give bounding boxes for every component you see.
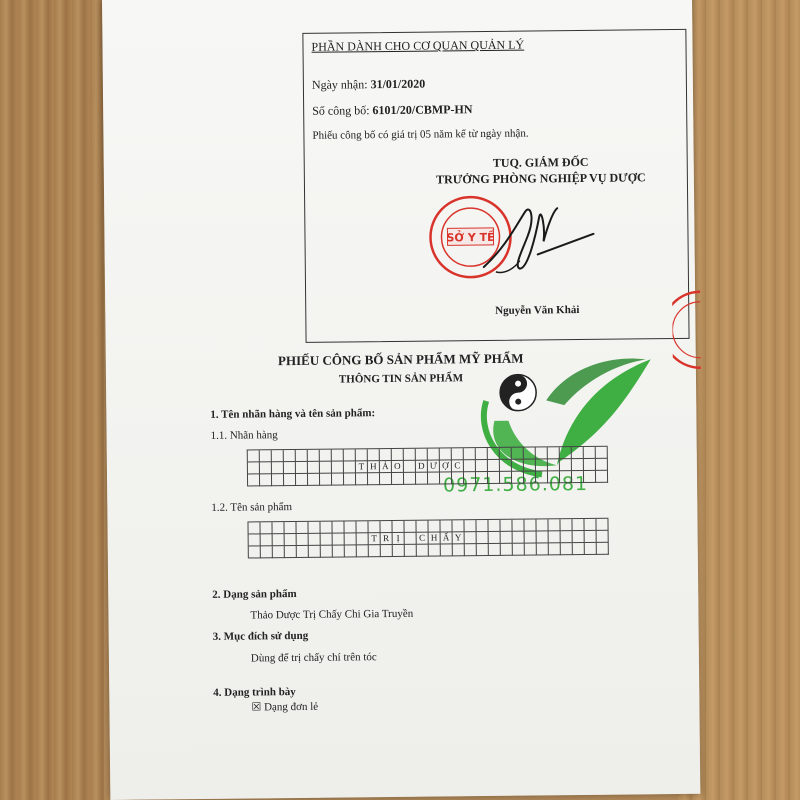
letter-cell bbox=[344, 473, 356, 485]
letter-cell bbox=[284, 474, 296, 486]
number-value: 6101/20/CBMP-HN bbox=[372, 102, 473, 118]
letter-cell bbox=[513, 532, 525, 544]
letter-cell bbox=[464, 448, 476, 460]
letter-cell bbox=[597, 543, 609, 555]
letter-cell bbox=[405, 533, 417, 545]
product-letter-grid bbox=[247, 518, 608, 559]
letter-cell bbox=[584, 519, 596, 531]
letter-cell bbox=[392, 449, 404, 461]
letter-cell bbox=[416, 473, 428, 485]
letter-cell bbox=[416, 449, 428, 461]
letter-cell bbox=[417, 545, 429, 557]
letter-cell: C bbox=[452, 460, 464, 472]
letter-cell: T bbox=[356, 461, 368, 473]
letter-cell bbox=[272, 450, 284, 462]
letter-cell bbox=[500, 460, 512, 472]
letter-cell bbox=[524, 447, 536, 459]
letter-cell bbox=[272, 474, 284, 486]
letter-cell bbox=[344, 461, 356, 473]
letter-cell bbox=[381, 545, 393, 557]
letter-cell bbox=[272, 522, 284, 534]
letter-cell bbox=[332, 461, 344, 473]
letter-cell bbox=[284, 450, 296, 462]
letter-cell: H bbox=[368, 461, 380, 473]
letter-cell bbox=[309, 534, 321, 546]
signer-name: Nguyễn Văn Khải bbox=[495, 304, 580, 317]
letter-cell bbox=[488, 460, 500, 472]
letter-cell bbox=[332, 521, 344, 533]
letter-cell bbox=[261, 534, 273, 546]
letter-cell bbox=[320, 474, 332, 486]
letter-cell bbox=[308, 450, 320, 462]
section-4-option bbox=[251, 700, 318, 714]
number-line bbox=[312, 102, 472, 119]
letter-cell bbox=[248, 474, 260, 486]
letter-cell: Ả bbox=[380, 461, 392, 473]
letter-cell bbox=[512, 472, 524, 484]
letter-cell bbox=[308, 522, 320, 534]
letter-cell bbox=[441, 544, 453, 556]
letter-cell bbox=[428, 520, 440, 532]
letter-cell bbox=[272, 462, 284, 474]
letter-cell bbox=[476, 520, 488, 532]
letter-cell bbox=[356, 473, 368, 485]
letter-cell bbox=[392, 473, 404, 485]
section-4-heading: 4. Dạng trình bày bbox=[213, 686, 296, 699]
letter-cell bbox=[452, 520, 464, 532]
letter-cell bbox=[368, 449, 380, 461]
letter-cell bbox=[248, 522, 260, 534]
letter-cell bbox=[512, 448, 524, 460]
admin-header: PHẦN DÀNH CHO CƠ QUAN QUẢN LÝ bbox=[311, 37, 525, 54]
letter-cell: D bbox=[416, 461, 428, 473]
section-4-value: Dạng đơn lẻ bbox=[263, 700, 319, 714]
letter-cell bbox=[513, 544, 525, 556]
letter-cell bbox=[572, 519, 584, 531]
letter-cell: Ị bbox=[393, 533, 405, 545]
letter-cell bbox=[500, 448, 512, 460]
letter-cell bbox=[273, 534, 285, 546]
letter-cell bbox=[536, 447, 548, 459]
letter-cell bbox=[309, 546, 321, 558]
form-subtitle: THÔNG TIN SẢN PHẨM bbox=[338, 372, 464, 386]
letter-cell bbox=[500, 520, 512, 532]
letter-cell bbox=[357, 533, 369, 545]
letter-cell bbox=[308, 474, 320, 486]
letter-cell bbox=[296, 522, 308, 534]
letter-cell bbox=[321, 534, 333, 546]
letter-cell bbox=[561, 543, 573, 555]
letter-cell: R bbox=[381, 533, 393, 545]
letter-cell bbox=[524, 459, 536, 471]
document-page bbox=[102, 0, 700, 800]
letter-cell bbox=[537, 531, 549, 543]
letter-cell bbox=[465, 532, 477, 544]
section-3-heading: 3. Mục đích sử dụng bbox=[212, 629, 309, 643]
letter-cell bbox=[476, 472, 488, 484]
letter-cell bbox=[597, 531, 609, 543]
letter-cell bbox=[500, 472, 512, 484]
letter-cell bbox=[596, 519, 608, 531]
section-1-1-label: 1.1. Nhãn hàng bbox=[210, 429, 278, 442]
watermark-phone: 0971.586.081 bbox=[442, 472, 589, 497]
form-title: PHIẾU CÔNG BỐ SẢN PHẨM MỸ PHẨM bbox=[277, 350, 524, 369]
letter-cell bbox=[573, 543, 585, 555]
letter-cell bbox=[308, 462, 320, 474]
letter-cell bbox=[260, 450, 272, 462]
letter-cell bbox=[464, 520, 476, 532]
checked-box-icon: ☒ bbox=[251, 700, 262, 714]
section-2-value: Thảo Dược Trị Chấy Chi Gia Truyền bbox=[250, 607, 414, 622]
number-label: Số công bố: bbox=[312, 103, 370, 118]
letter-cell bbox=[585, 531, 597, 543]
wood-background-left bbox=[0, 0, 104, 800]
letter-cell bbox=[477, 544, 489, 556]
letter-cell bbox=[477, 532, 489, 544]
letter-cell: Ợ bbox=[440, 460, 452, 472]
date-line bbox=[312, 77, 425, 93]
letter-cell bbox=[404, 449, 416, 461]
letter-cell bbox=[549, 543, 561, 555]
letter-cell bbox=[537, 543, 549, 555]
letter-cell bbox=[548, 471, 560, 483]
letter-cell bbox=[404, 461, 416, 473]
letter-cell bbox=[524, 471, 536, 483]
letter-cell bbox=[404, 473, 416, 485]
letter-cell bbox=[428, 448, 440, 460]
letter-cell bbox=[501, 544, 513, 556]
letter-cell bbox=[368, 521, 380, 533]
letter-cell bbox=[380, 521, 392, 533]
letter-cell bbox=[560, 447, 572, 459]
letter-cell bbox=[453, 544, 465, 556]
letter-cell bbox=[332, 449, 344, 461]
letter-cell bbox=[476, 460, 488, 472]
letter-cell bbox=[524, 519, 536, 531]
letter-cell bbox=[404, 521, 416, 533]
letter-cell: O bbox=[392, 461, 404, 473]
svg-text:SỞ Y TẾ: SỞ Y TẾ bbox=[446, 230, 495, 245]
letter-cell: Ư bbox=[428, 460, 440, 472]
letter-cell: H bbox=[429, 532, 441, 544]
letter-cell bbox=[429, 544, 441, 556]
letter-cell bbox=[584, 447, 596, 459]
letter-cell bbox=[572, 447, 584, 459]
letter-cell bbox=[488, 520, 500, 532]
letter-cell bbox=[536, 471, 548, 483]
letter-cell bbox=[560, 459, 572, 471]
letter-cell bbox=[548, 459, 560, 471]
letter-cell bbox=[549, 531, 561, 543]
letter-cell bbox=[572, 471, 584, 483]
letter-cell bbox=[356, 449, 368, 461]
section-1-heading: 1. Tên nhãn hàng và tên sản phẩm: bbox=[210, 407, 376, 421]
letter-cell bbox=[296, 462, 308, 474]
sign-title-1: TUQ. GIÁM ĐỐC bbox=[492, 154, 589, 170]
letter-cell bbox=[489, 532, 501, 544]
letter-cell bbox=[320, 522, 332, 534]
sign-title-2: TRƯỞNG PHÒNG NGHIỆP VỤ DƯỢC bbox=[436, 170, 646, 187]
letter-cell bbox=[428, 472, 440, 484]
admin-section-box bbox=[302, 29, 689, 343]
letter-cell bbox=[596, 447, 608, 459]
letter-cell bbox=[501, 532, 513, 544]
section-3-value: Dùng để trị chấy chí trên tóc bbox=[250, 651, 377, 665]
brand-letter-grid bbox=[247, 446, 608, 487]
letter-cell bbox=[464, 460, 476, 472]
letter-cell bbox=[465, 544, 477, 556]
letter-cell bbox=[344, 521, 356, 533]
letter-cell bbox=[356, 521, 368, 533]
letter-cell bbox=[344, 449, 356, 461]
letter-cell bbox=[357, 545, 369, 557]
letter-cell bbox=[561, 531, 573, 543]
letter-cell bbox=[248, 450, 260, 462]
letter-cell bbox=[512, 460, 524, 472]
letter-cell bbox=[285, 546, 297, 558]
section-1-2-label: 1.2. Tên sản phẩm bbox=[211, 501, 293, 514]
letter-cell bbox=[489, 544, 501, 556]
letter-cell bbox=[405, 545, 417, 557]
letter-cell bbox=[368, 473, 380, 485]
letter-cell bbox=[548, 519, 560, 531]
letter-cell bbox=[296, 474, 308, 486]
letter-cell bbox=[345, 533, 357, 545]
letter-cell: T bbox=[369, 533, 381, 545]
letter-cell bbox=[573, 531, 585, 543]
letter-cell bbox=[393, 545, 405, 557]
letter-cell bbox=[392, 521, 404, 533]
letter-cell bbox=[321, 546, 333, 558]
letter-cell bbox=[380, 449, 392, 461]
letter-cell bbox=[260, 462, 272, 474]
signature-icon bbox=[475, 196, 596, 282]
date-label: Ngày nhận: bbox=[311, 77, 368, 92]
letter-cell bbox=[596, 471, 608, 483]
letter-cell bbox=[297, 546, 309, 558]
letter-cell bbox=[512, 520, 524, 532]
letter-cell bbox=[260, 522, 272, 534]
letter-cell bbox=[369, 545, 381, 557]
letter-cell bbox=[596, 459, 608, 471]
letter-cell bbox=[464, 472, 476, 484]
letter-cell bbox=[320, 462, 332, 474]
letter-cell: C bbox=[417, 533, 429, 545]
letter-cell bbox=[440, 448, 452, 460]
letter-cell bbox=[296, 450, 308, 462]
letter-cell: Ấ bbox=[441, 532, 453, 544]
letter-cell bbox=[333, 533, 345, 545]
letter-cell bbox=[380, 473, 392, 485]
letter-cell bbox=[273, 546, 285, 558]
letter-cell bbox=[249, 534, 261, 546]
letter-cell bbox=[525, 531, 537, 543]
letter-cell bbox=[560, 471, 572, 483]
letter-cell bbox=[584, 459, 596, 471]
letter-cell bbox=[440, 520, 452, 532]
letter-cell bbox=[260, 474, 272, 486]
validity-text: Phiếu công bố có giá trị 05 năm kể từ ngày nhận. bbox=[312, 127, 529, 142]
letter-cell bbox=[584, 471, 596, 483]
section-2-heading: 2. Dạng sản phẩm bbox=[212, 587, 297, 601]
letter-cell bbox=[416, 521, 428, 533]
letter-cell bbox=[572, 459, 584, 471]
letter-cell bbox=[452, 448, 464, 460]
letter-cell bbox=[476, 448, 488, 460]
letter-cell bbox=[248, 462, 260, 474]
letter-cell bbox=[284, 522, 296, 534]
letter-cell bbox=[249, 546, 261, 558]
letter-cell bbox=[536, 459, 548, 471]
letter-cell bbox=[536, 519, 548, 531]
letter-cell bbox=[440, 472, 452, 484]
letter-cell bbox=[285, 534, 297, 546]
letter-cell bbox=[333, 545, 345, 557]
letter-cell: Y bbox=[453, 532, 465, 544]
letter-cell bbox=[488, 448, 500, 460]
letter-cell bbox=[488, 472, 500, 484]
letter-cell bbox=[345, 545, 357, 557]
date-value: 31/01/2020 bbox=[370, 76, 426, 92]
letter-cell bbox=[284, 462, 296, 474]
letter-cell bbox=[452, 472, 464, 484]
letter-cell bbox=[585, 543, 597, 555]
letter-cell bbox=[297, 534, 309, 546]
letter-cell bbox=[560, 519, 572, 531]
letter-cell bbox=[320, 450, 332, 462]
letter-cell bbox=[525, 543, 537, 555]
letter-cell bbox=[332, 473, 344, 485]
letter-cell bbox=[548, 447, 560, 459]
letter-cell bbox=[261, 546, 273, 558]
